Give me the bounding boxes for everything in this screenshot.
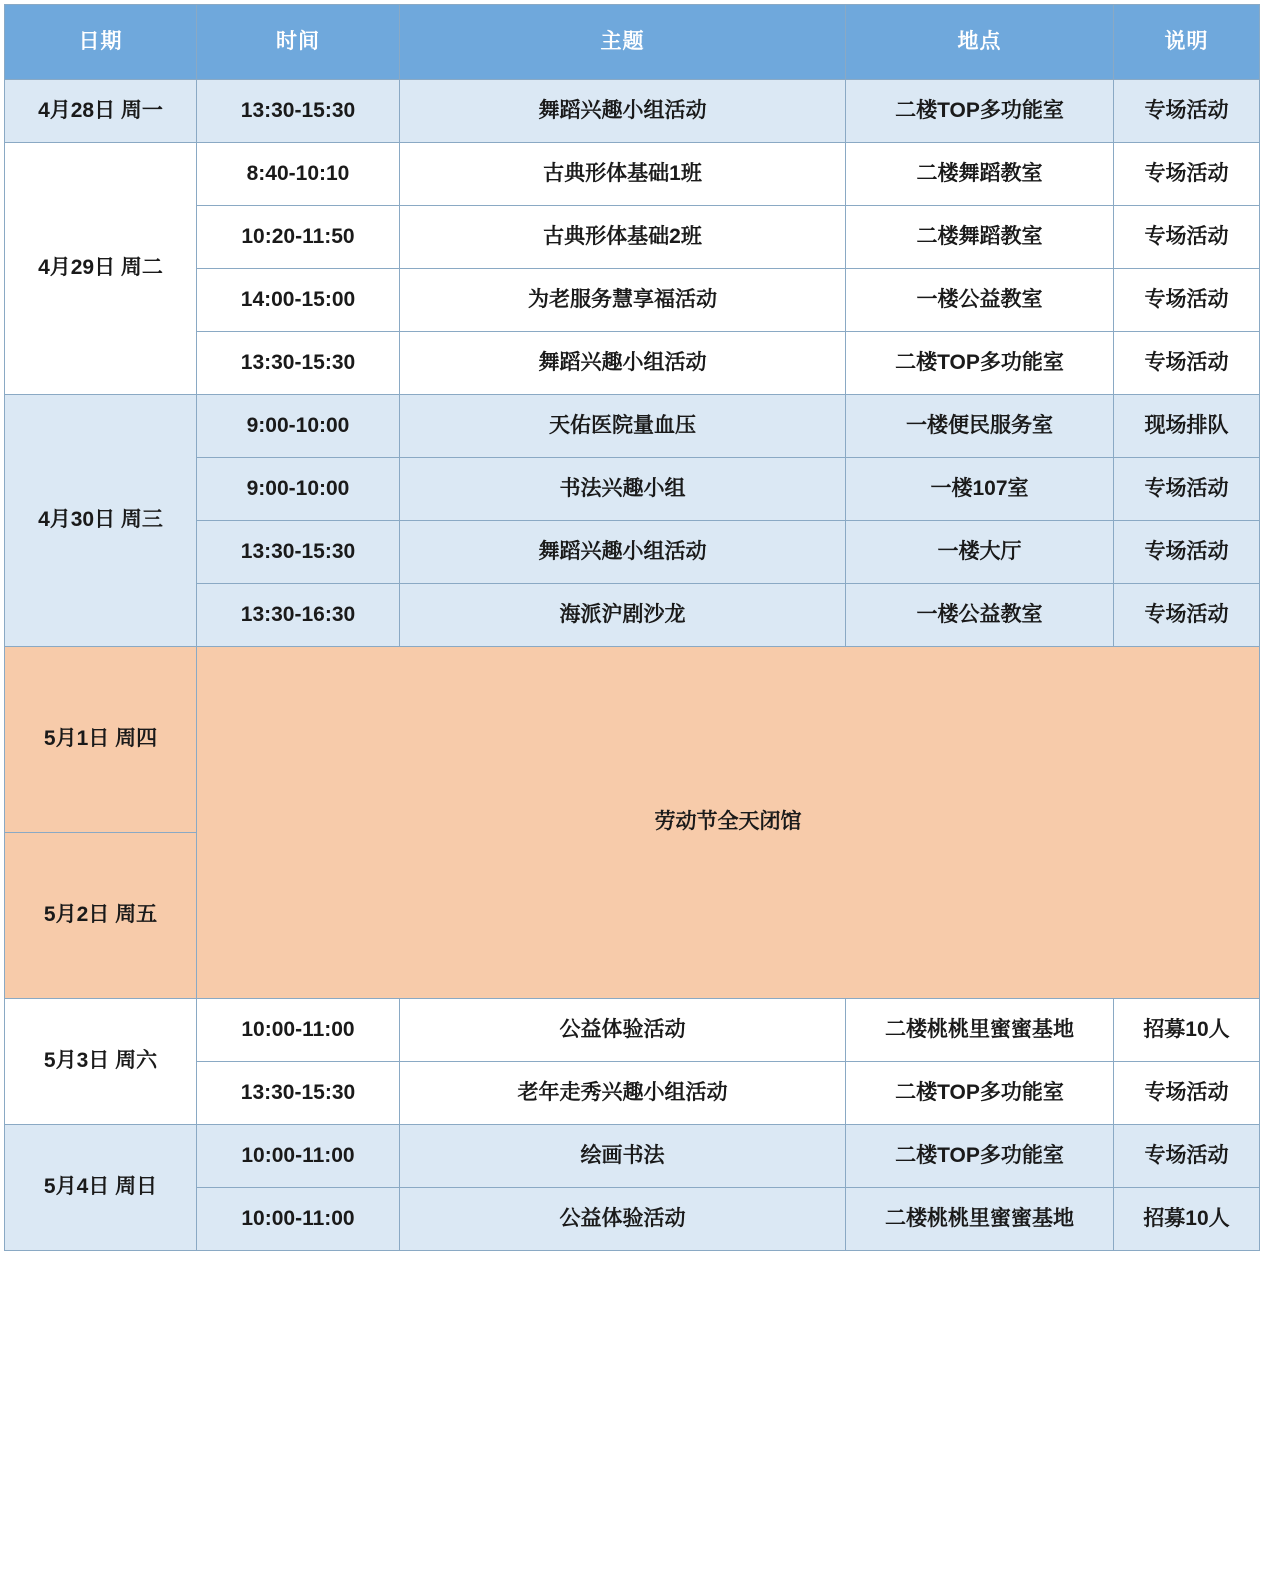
topic-cell: 老年走秀兴趣小组活动 <box>400 1062 846 1125</box>
table-row <box>5 395 1260 458</box>
table-row <box>5 143 1260 206</box>
topic-cell: 绘画书法 <box>400 1125 846 1188</box>
place-cell: 二楼TOP多功能室 <box>846 1125 1114 1188</box>
table-row-closed <box>5 647 1260 833</box>
note-cell: 招募10人 <box>1114 1188 1260 1251</box>
topic-cell: 天佑医院量血压 <box>400 395 846 458</box>
date-cell: 5月3日 周六 <box>5 999 197 1125</box>
column-header-date: 日期 <box>5 5 197 80</box>
time-cell: 13:30-16:30 <box>197 584 400 647</box>
note-cell: 专场活动 <box>1114 584 1260 647</box>
table-row <box>5 999 1260 1062</box>
date-cell-holiday-2: 5月2日 周五 <box>5 833 197 999</box>
topic-cell: 古典形体基础1班 <box>400 143 846 206</box>
time-cell: 13:30-15:30 <box>197 1062 400 1125</box>
date-cell: 4月28日 周一 <box>5 80 197 143</box>
place-cell: 一楼大厅 <box>846 521 1114 584</box>
place-cell: 二楼桃桃里蜜蜜基地 <box>846 1188 1114 1251</box>
place-cell: 一楼107室 <box>846 458 1114 521</box>
topic-cell: 公益体验活动 <box>400 999 846 1062</box>
time-cell: 13:30-15:30 <box>197 521 400 584</box>
date-cell: 4月29日 周二 <box>5 143 197 395</box>
topic-cell: 书法兴趣小组 <box>400 458 846 521</box>
note-cell: 专场活动 <box>1114 80 1260 143</box>
note-cell: 招募10人 <box>1114 999 1260 1062</box>
place-cell: 二楼桃桃里蜜蜜基地 <box>846 999 1114 1062</box>
time-cell: 10:00-11:00 <box>197 1188 400 1251</box>
place-cell: 二楼舞蹈教室 <box>846 143 1114 206</box>
note-cell: 专场活动 <box>1114 332 1260 395</box>
place-cell: 一楼便民服务室 <box>846 395 1114 458</box>
time-cell: 13:30-15:30 <box>197 332 400 395</box>
date-cell-holiday-1: 5月1日 周四 <box>5 647 197 833</box>
table-row <box>5 1125 1260 1188</box>
topic-cell: 舞蹈兴趣小组活动 <box>400 332 846 395</box>
time-cell: 9:00-10:00 <box>197 395 400 458</box>
topic-cell: 舞蹈兴趣小组活动 <box>400 80 846 143</box>
column-header-time: 时间 <box>197 5 400 80</box>
place-cell: 二楼TOP多功能室 <box>846 332 1114 395</box>
place-cell: 一楼公益教室 <box>846 584 1114 647</box>
table-row <box>5 80 1260 143</box>
place-cell: 二楼TOP多功能室 <box>846 1062 1114 1125</box>
note-cell: 专场活动 <box>1114 458 1260 521</box>
time-cell: 8:40-10:10 <box>197 143 400 206</box>
time-cell: 10:00-11:00 <box>197 999 400 1062</box>
time-cell: 9:00-10:00 <box>197 458 400 521</box>
note-cell: 现场排队 <box>1114 395 1260 458</box>
topic-cell: 海派沪剧沙龙 <box>400 584 846 647</box>
closed-message-cell: 劳动节全天闭馆 <box>197 647 1260 999</box>
topic-cell: 舞蹈兴趣小组活动 <box>400 521 846 584</box>
table-header <box>5 5 1260 80</box>
date-cell: 4月30日 周三 <box>5 395 197 647</box>
note-cell: 专场活动 <box>1114 1062 1260 1125</box>
place-cell: 二楼舞蹈教室 <box>846 206 1114 269</box>
topic-cell: 古典形体基础2班 <box>400 206 846 269</box>
column-header-note: 说明 <box>1114 5 1260 80</box>
place-cell: 二楼TOP多功能室 <box>846 80 1114 143</box>
time-cell: 10:00-11:00 <box>197 1125 400 1188</box>
activity-schedule-table <box>4 4 1260 1251</box>
column-header-topic: 主题 <box>400 5 846 80</box>
note-cell: 专场活动 <box>1114 521 1260 584</box>
column-header-place: 地点 <box>846 5 1114 80</box>
table-body <box>5 80 1260 1251</box>
table-header-row <box>5 5 1260 80</box>
time-cell: 14:00-15:00 <box>197 269 400 332</box>
time-cell: 13:30-15:30 <box>197 80 400 143</box>
note-cell: 专场活动 <box>1114 1125 1260 1188</box>
note-cell: 专场活动 <box>1114 269 1260 332</box>
place-cell: 一楼公益教室 <box>846 269 1114 332</box>
time-cell: 10:20-11:50 <box>197 206 400 269</box>
note-cell: 专场活动 <box>1114 143 1260 206</box>
date-cell: 5月4日 周日 <box>5 1125 197 1251</box>
note-cell: 专场活动 <box>1114 206 1260 269</box>
topic-cell: 为老服务慧享福活动 <box>400 269 846 332</box>
topic-cell: 公益体验活动 <box>400 1188 846 1251</box>
